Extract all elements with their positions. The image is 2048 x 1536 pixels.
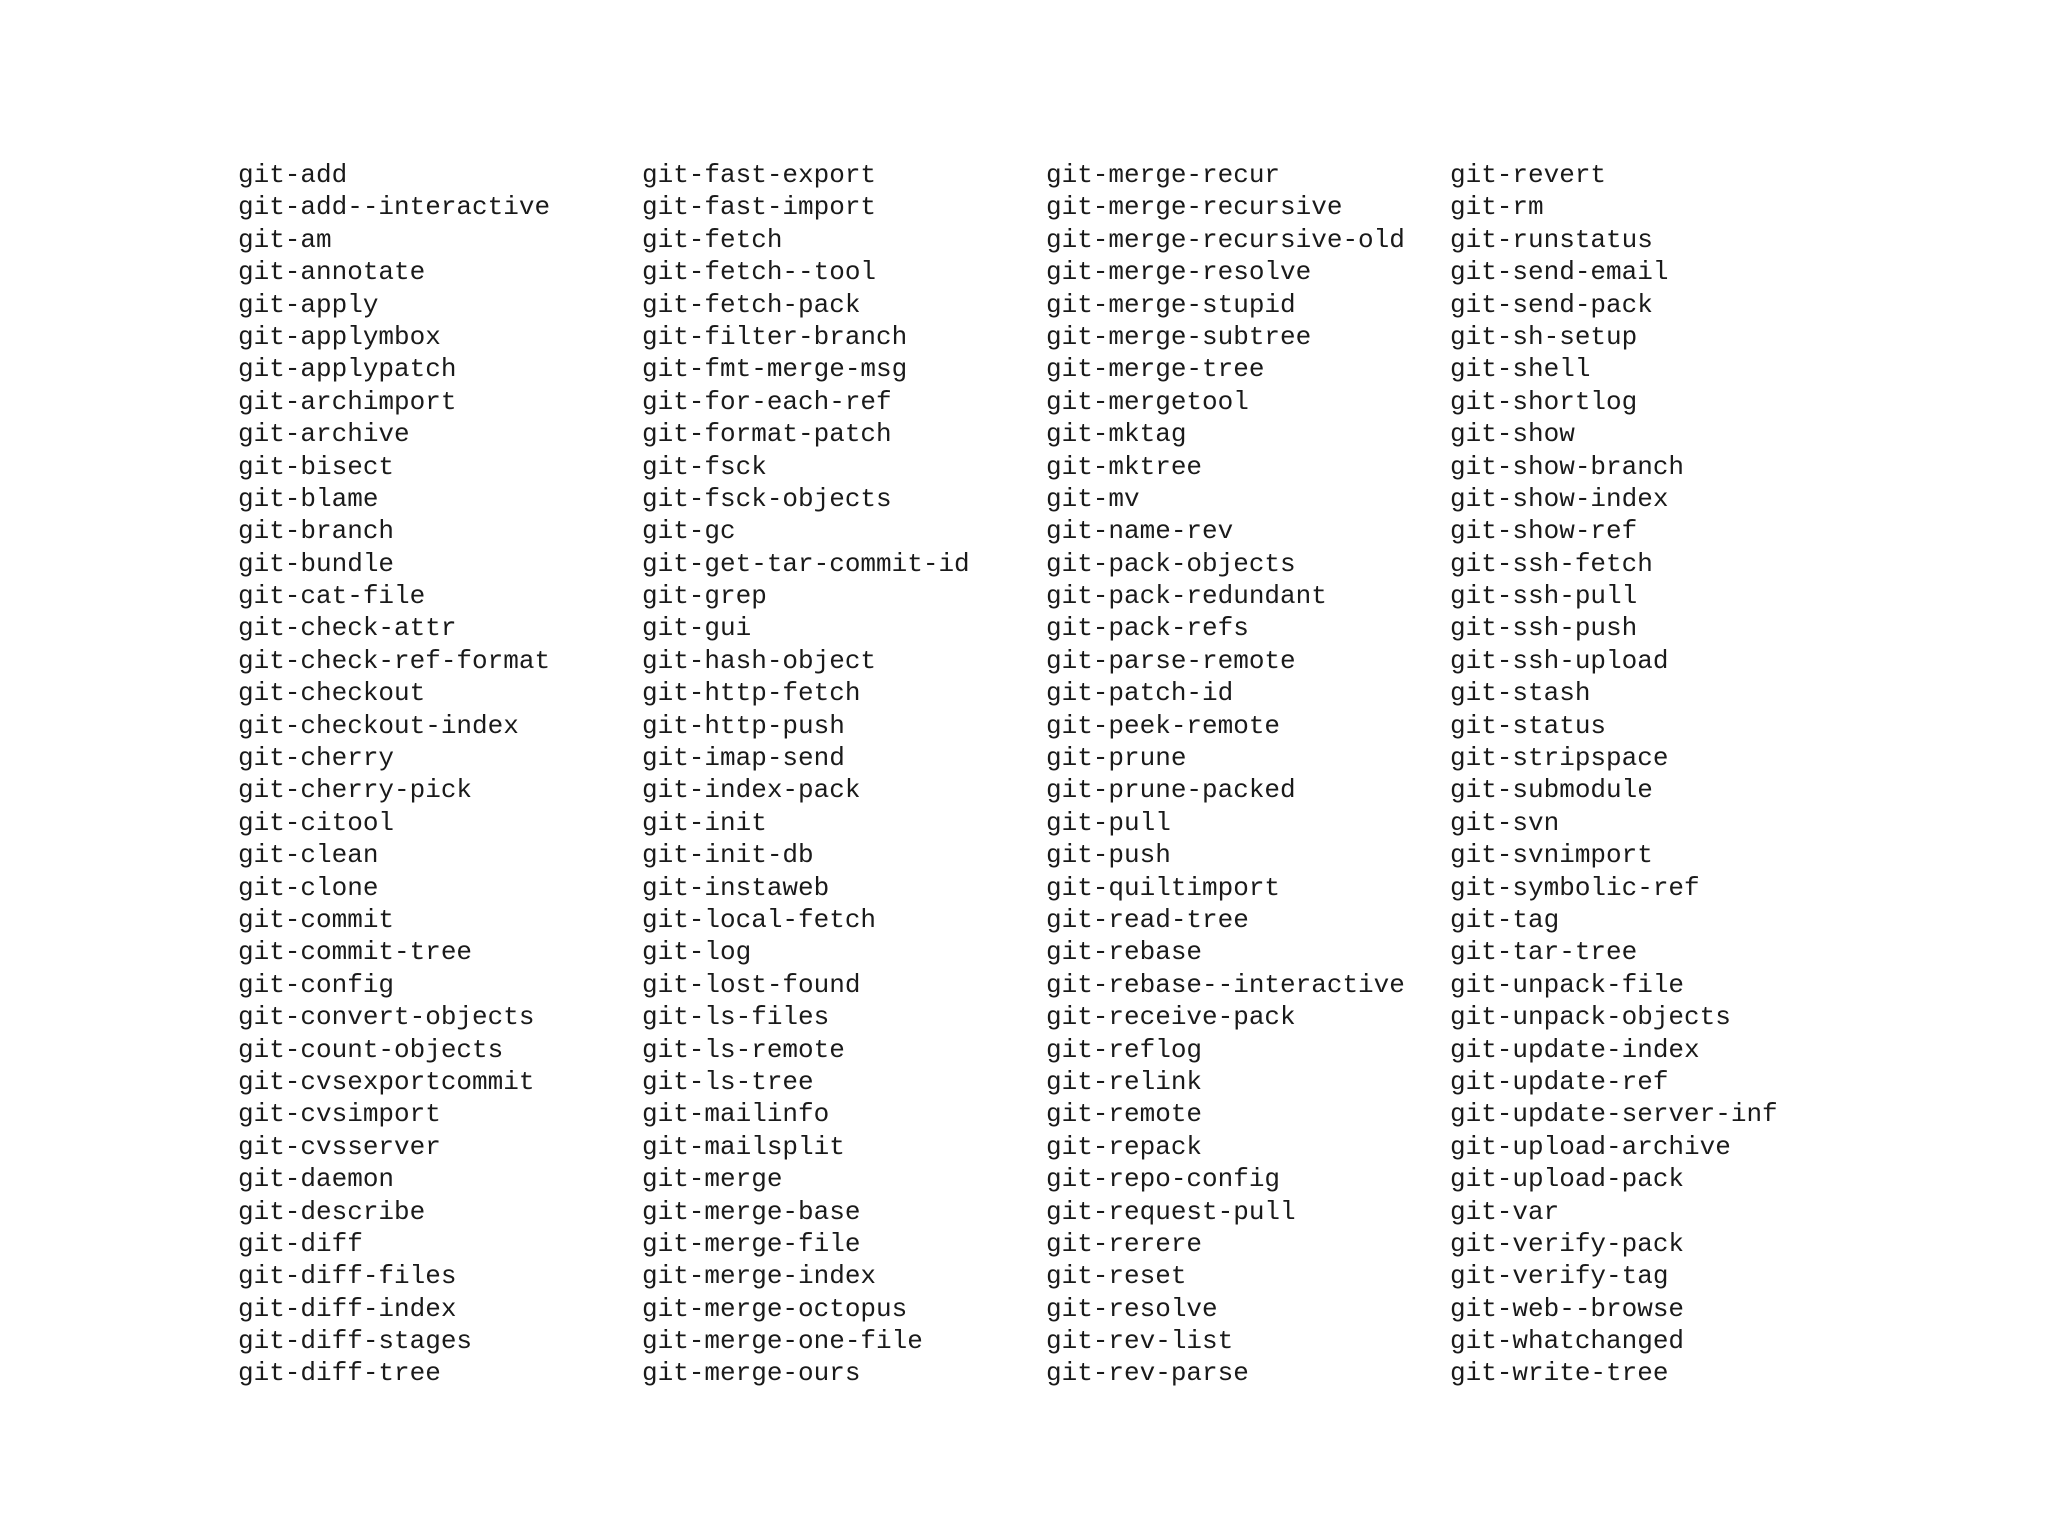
command-name: git-imap-send <box>642 743 845 774</box>
command-name: git-whatchanged <box>1450 1326 1685 1357</box>
command-name: git-upload-pack <box>1450 1164 1685 1195</box>
command-name: git-convert-objects <box>238 1002 535 1033</box>
command-name: git-merge-recur <box>1046 160 1281 190</box>
command-name: git-checkout-index <box>238 710 519 741</box>
command-name: git-blame <box>238 483 379 514</box>
command-name: git-send-pack <box>1450 289 1653 320</box>
command-name: git-ls-remote <box>642 1034 845 1065</box>
command-name: git-relink <box>1046 1066 1203 1097</box>
command-name: git-commit-tree <box>238 937 473 968</box>
command-listing <box>238 159 1938 1399</box>
command-name: git-applypatch <box>238 354 457 385</box>
command-name: git-bisect <box>238 451 395 482</box>
command-name: git-get-tar-commit-id <box>642 548 970 579</box>
command-name: git-update-server-inf <box>1450 1099 1778 1130</box>
command-name: git-merge-tree <box>1046 354 1265 385</box>
command-name: git-merge-recursive-old <box>1046 224 1405 255</box>
command-name: git-pull <box>1046 807 1171 838</box>
command-name: git-grep <box>642 581 767 612</box>
command-name: git-fetch <box>642 224 783 255</box>
command-name: git-fsck <box>642 451 767 482</box>
command-name: git-diff-index <box>238 1293 457 1324</box>
command-name: git-unpack-objects <box>1450 1002 1731 1033</box>
command-name: git-rev-list <box>1046 1326 1234 1357</box>
command-name: git-diff-files <box>238 1261 457 1292</box>
command-name: git-ls-files <box>642 1002 830 1033</box>
command-name: git-shell <box>1450 354 1591 385</box>
command-name: git-archive <box>238 419 410 450</box>
command-name: git-peek-remote <box>1046 710 1281 741</box>
command-name: git-rm <box>1450 192 1544 223</box>
command-name: git-pack-redundant <box>1046 581 1327 612</box>
command-name: git-reset <box>1046 1261 1187 1292</box>
command-name: git-request-pull <box>1046 1196 1296 1227</box>
command-name: git-diff-tree <box>238 1358 441 1389</box>
command-name: git-cherry-pick <box>238 775 473 806</box>
command-name: git-web--browse <box>1450 1293 1685 1324</box>
command-name: git-show-ref <box>1450 516 1638 547</box>
command-name: git-commit <box>238 904 395 935</box>
command-name: git-merge-subtree <box>1046 321 1312 352</box>
command-name: git-parse-remote <box>1046 645 1296 676</box>
command-name: git-gui <box>642 613 752 644</box>
command-name: git-rebase <box>1046 937 1203 968</box>
command-name: git-mktree <box>1046 451 1203 482</box>
command-name: git-am <box>238 224 332 255</box>
command-name: git-stash <box>1450 678 1591 709</box>
command-name: git-symbolic-ref <box>1450 872 1700 903</box>
command-name: git-svnimport <box>1450 840 1653 871</box>
command-name: git-annotate <box>238 257 426 288</box>
command-name: git-tar-tree <box>1450 937 1638 968</box>
command-name: git-verify-pack <box>1450 1228 1685 1259</box>
command-name: git-ls-tree <box>642 1066 814 1097</box>
command-name: git-cat-file <box>238 581 426 612</box>
command-name: git-upload-archive <box>1450 1131 1731 1162</box>
command-name: git-apply <box>238 289 379 320</box>
command-name: git-merge <box>642 1164 783 1195</box>
command-name: git-patch-id <box>1046 678 1234 709</box>
command-name: git-check-ref-format <box>238 645 551 676</box>
command-name: git-merge-resolve <box>1046 257 1312 288</box>
command-name: git-submodule <box>1450 775 1653 806</box>
command-name: git-cvsimport <box>238 1099 441 1130</box>
command-name: git-update-index <box>1450 1034 1700 1065</box>
command-name: git-read-tree <box>1046 904 1249 935</box>
command-name: git-rebase--interactive <box>1046 969 1405 1000</box>
command-name: git-mergetool <box>1046 386 1249 417</box>
command-name: git-pack-objects <box>1046 548 1296 579</box>
command-name: git-fsck-objects <box>642 483 892 514</box>
command-name: git-fetch--tool <box>642 257 877 288</box>
command-name: git-tag <box>1450 904 1560 935</box>
command-name: git-http-push <box>642 710 845 741</box>
command-name: git-init <box>642 807 767 838</box>
command-name: git-local-fetch <box>642 904 877 935</box>
command-name: git-repack <box>1046 1131 1203 1162</box>
command-name: git-var <box>1450 1196 1560 1227</box>
command-name: git-for-each-ref <box>642 386 892 417</box>
command-name: git-check-attr <box>238 613 457 644</box>
command-name: git-fetch-pack <box>642 289 861 320</box>
command-name: git-merge-stupid <box>1046 289 1296 320</box>
command-column-4 <box>1450 159 1850 1390</box>
command-name: git-send-email <box>1450 257 1669 288</box>
command-name: git-clean <box>238 840 379 871</box>
command-name: git-citool <box>238 807 395 838</box>
command-name: git-svn <box>1450 807 1560 838</box>
command-name: git-show-index <box>1450 483 1669 514</box>
command-name: git-prune-packed <box>1046 775 1296 806</box>
command-name: git-init-db <box>642 840 814 871</box>
command-name: git-show <box>1450 419 1575 450</box>
command-name: git-diff <box>238 1228 363 1259</box>
command-name: git-remote <box>1046 1099 1203 1130</box>
command-name: git-log <box>642 937 752 968</box>
command-name: git-mv <box>1046 483 1140 514</box>
command-name: git-add--interactive <box>238 192 551 223</box>
command-name: git-verify-tag <box>1450 1261 1669 1292</box>
command-name: git-hash-object <box>642 645 877 676</box>
command-name: git-merge-base <box>642 1196 861 1227</box>
command-name: git-cvsserver <box>238 1131 441 1162</box>
command-name: git-merge-recursive <box>1046 192 1343 223</box>
command-name: git-receive-pack <box>1046 1002 1296 1033</box>
command-name: git-mailinfo <box>642 1099 830 1130</box>
command-name: git-index-pack <box>642 775 861 806</box>
command-name: git-ssh-pull <box>1450 581 1638 612</box>
command-column-2 <box>642 159 1042 1390</box>
command-name: git-config <box>238 969 395 1000</box>
command-name: git-pack-refs <box>1046 613 1249 644</box>
command-column-1 <box>238 159 638 1390</box>
command-column-3 <box>1046 159 1446 1390</box>
command-name: git-push <box>1046 840 1171 871</box>
command-name: git-diff-stages <box>238 1326 473 1357</box>
command-name: git-repo-config <box>1046 1164 1281 1195</box>
command-name: git-name-rev <box>1046 516 1234 547</box>
command-name: git-update-ref <box>1450 1066 1669 1097</box>
command-name: git-gc <box>642 516 736 547</box>
command-name: git-revert <box>1450 160 1607 190</box>
command-name: git-branch <box>238 516 395 547</box>
command-name: git-status <box>1450 710 1607 741</box>
command-name: git-stripspace <box>1450 743 1669 774</box>
command-name: git-bundle <box>238 548 395 579</box>
command-name: git-shortlog <box>1450 386 1638 417</box>
command-name: git-http-fetch <box>642 678 861 709</box>
command-name: git-quiltimport <box>1046 872 1281 903</box>
command-name: git-cherry <box>238 743 395 774</box>
command-name: git-format-patch <box>642 419 892 450</box>
command-name: git-merge-octopus <box>642 1293 908 1324</box>
command-name: git-merge-index <box>642 1261 877 1292</box>
command-name: git-ssh-fetch <box>1450 548 1653 579</box>
command-name: git-fmt-merge-msg <box>642 354 908 385</box>
command-name: git-rerere <box>1046 1228 1203 1259</box>
command-name: git-merge-one-file <box>642 1326 923 1357</box>
command-name: git-show-branch <box>1450 451 1685 482</box>
command-name: git-instaweb <box>642 872 830 903</box>
command-name: git-unpack-file <box>1450 969 1685 1000</box>
command-name: git-mailsplit <box>642 1131 845 1162</box>
command-name: git-merge-ours <box>642 1358 861 1389</box>
command-name: git-describe <box>238 1196 426 1227</box>
command-name: git-daemon <box>238 1164 395 1195</box>
command-name: git-write-tree <box>1450 1358 1669 1389</box>
command-name: git-lost-found <box>642 969 861 1000</box>
command-name: git-filter-branch <box>642 321 908 352</box>
command-name: git-merge-file <box>642 1228 861 1259</box>
command-name: git-fast-import <box>642 192 877 223</box>
command-name: git-fast-export <box>642 160 877 190</box>
command-name: git-runstatus <box>1450 224 1653 255</box>
command-name: git-ssh-upload <box>1450 645 1669 676</box>
command-name: git-mktag <box>1046 419 1187 450</box>
command-name: git-cvsexportcommit <box>238 1066 535 1097</box>
command-name: git-resolve <box>1046 1293 1218 1324</box>
command-name: git-rev-parse <box>1046 1358 1249 1389</box>
command-name: git-prune <box>1046 743 1187 774</box>
command-name: git-applymbox <box>238 321 441 352</box>
command-name: git-add <box>238 160 348 190</box>
command-name: git-reflog <box>1046 1034 1203 1065</box>
command-name: git-ssh-push <box>1450 613 1638 644</box>
command-name: git-count-objects <box>238 1034 504 1065</box>
command-name: git-sh-setup <box>1450 321 1638 352</box>
command-name: git-clone <box>238 872 379 903</box>
command-name: git-checkout <box>238 678 426 709</box>
command-name: git-archimport <box>238 386 457 417</box>
